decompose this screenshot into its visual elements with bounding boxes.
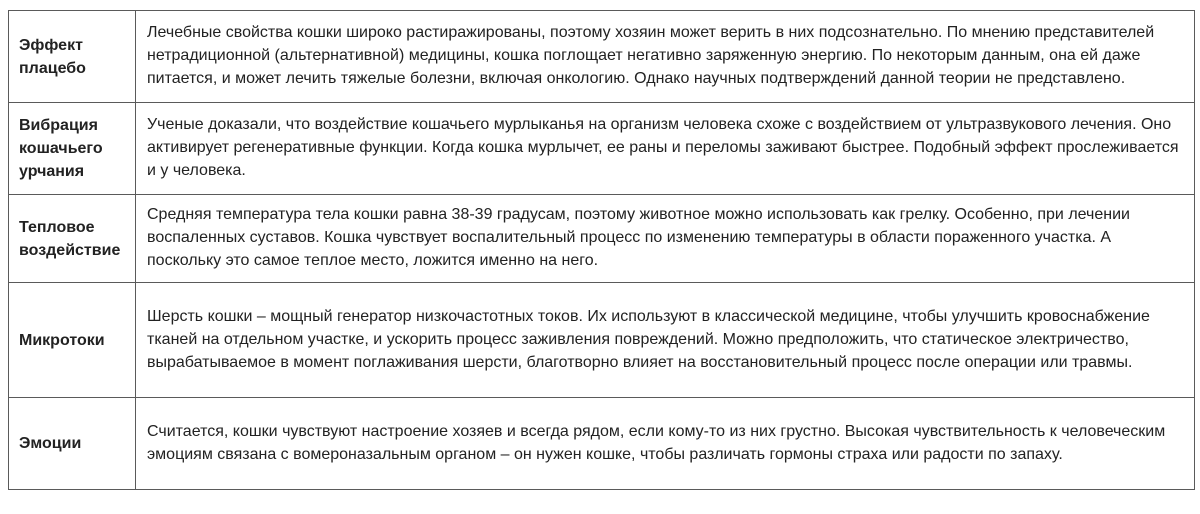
cat-healing-table <box>8 10 1195 490</box>
row-description: Средняя температура тела кошки равна 38-39 градусам, поэтому животное можно использовать как грелку. Особенно, при лечении воспаленных суставов. Кошка чувствует воспалительный процесс по изменению температуры в области пораженного участка. А поскольку это самое теплое место, ложится именно на него. <box>136 195 1195 283</box>
table-row <box>9 398 1195 490</box>
row-term: Микротоки <box>9 283 136 398</box>
row-term: Эффект плацебо <box>9 11 136 103</box>
row-description: Шерсть кошки – мощный генератор низкочастотных токов. Их используют в классической медицине, чтобы улучшить кровоснабжение тканей на отдельном участке, и ускорить процесс заживления повреждений. Можно предположить, что статическое электричество, вырабатываемое в момент поглаживания шерсти, благотворно влияет на восстановительный процесс после операции или травмы. <box>136 283 1195 398</box>
table-row <box>9 103 1195 195</box>
row-description: Ученые доказали, что воздействие кошачьего мурлыканья на организм человека схоже с воздействием от ультразвукового лечения. Оно активирует регенеративные функции. Когда кошка мурлычет, ее раны и переломы заживают быстрее. Подобный эффект прослеживается и у человека. <box>136 103 1195 195</box>
row-term: Тепловое воздействие <box>9 195 136 283</box>
row-description: Лечебные свойства кошки широко растиражированы, поэтому хозяин может верить в них подсознательно. По мнению представителей нетрадиционной (альтернативной) медицины, кошка поглощает негативно заряженную энергию. По некоторым данным, она ей даже питается, и может лечить тяжелые болезни, включая онкологию. Однако научных подтверждений данной теории не представлено. <box>136 11 1195 103</box>
row-term: Вибрация кошачьего урчания <box>9 103 136 195</box>
row-term: Эмоции <box>9 398 136 490</box>
row-description: Считается, кошки чувствуют настроение хозяев и всегда рядом, если кому-то из них грустно. Высокая чувствительность к человеческим эмоциям связана с вомероназальным органом – он нужен кошке, чтобы различать гормоны страха или радости по запаху. <box>136 398 1195 490</box>
table-row <box>9 11 1195 103</box>
table-row <box>9 195 1195 283</box>
content-area <box>8 10 1194 490</box>
table-row <box>9 283 1195 398</box>
